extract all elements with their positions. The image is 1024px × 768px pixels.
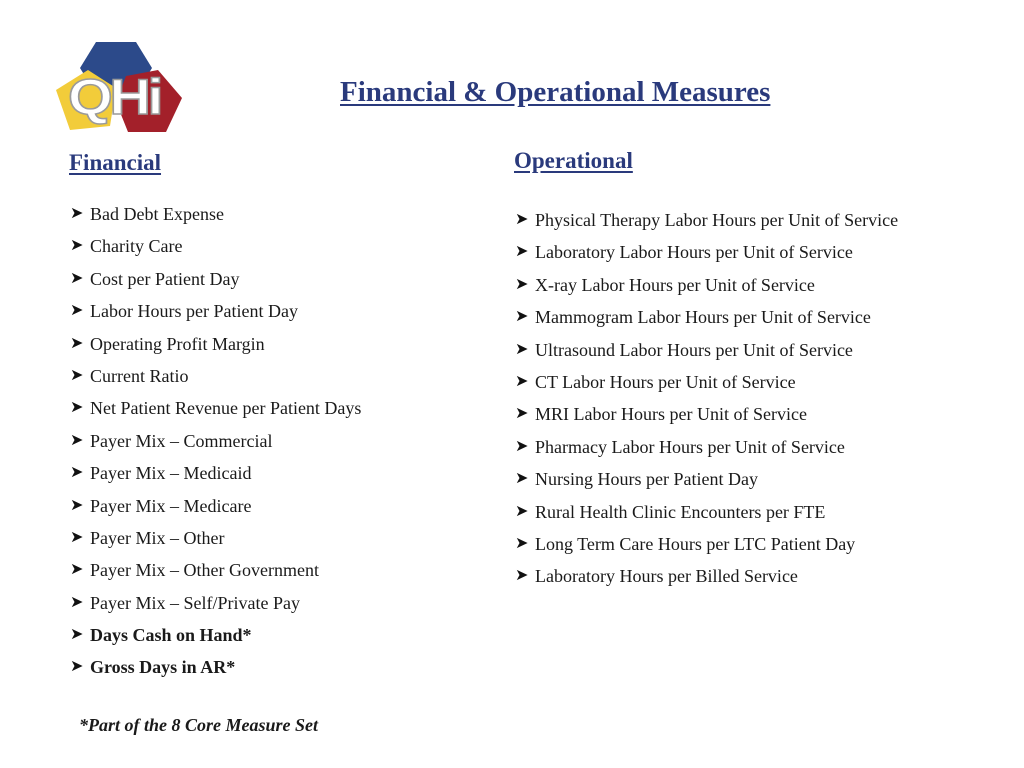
list-item-label: Laboratory Labor Hours per Unit of Service — [535, 242, 853, 263]
list-item — [515, 468, 898, 500]
list-item — [70, 365, 361, 397]
list-item-label: Net Patient Revenue per Patient Days — [90, 398, 362, 419]
arrowhead-bullet-icon: ➤ — [70, 431, 84, 449]
list-item-label: Payer Mix – Other Government — [90, 560, 319, 581]
list-item — [70, 495, 361, 527]
logo-text: QHi — [68, 69, 161, 125]
arrowhead-bullet-icon: ➤ — [515, 405, 529, 423]
list-item-label: Payer Mix – Other — [90, 527, 225, 548]
list-item-label: Long Term Care Hours per LTC Patient Day — [535, 533, 856, 554]
list-item-label: Current Ratio — [90, 365, 189, 386]
arrowhead-bullet-icon: ➤ — [515, 372, 529, 390]
list-item-core-measure — [70, 624, 361, 656]
list-item-label: Laboratory Hours per Billed Service — [535, 566, 798, 587]
arrowhead-bullet-icon: ➤ — [515, 470, 529, 488]
arrowhead-bullet-icon: ➤ — [70, 302, 84, 320]
arrowhead-bullet-icon: ➤ — [70, 626, 84, 644]
qhi-logo — [54, 40, 186, 136]
arrowhead-bullet-icon: ➤ — [70, 399, 84, 417]
operational-heading: Operational — [514, 148, 633, 173]
list-item — [515, 209, 898, 241]
list-item-label: CT Labor Hours per Unit of Service — [535, 371, 796, 392]
list-item — [70, 397, 361, 429]
list-item — [70, 268, 361, 300]
page-title: Financial & Operational Measures — [340, 76, 771, 108]
list-item — [515, 306, 898, 338]
operational-measures-list — [515, 209, 898, 598]
list-item — [515, 501, 898, 533]
arrowhead-bullet-icon: ➤ — [70, 658, 84, 676]
list-item-label: Payer Mix – Medicare — [90, 495, 252, 516]
list-item-label: Payer Mix – Medicaid — [90, 463, 252, 484]
list-item — [515, 274, 898, 306]
list-item — [515, 241, 898, 273]
arrowhead-bullet-icon: ➤ — [70, 496, 84, 514]
arrowhead-bullet-icon: ➤ — [515, 211, 529, 228]
arrowhead-bullet-icon: ➤ — [515, 567, 529, 585]
arrowhead-bullet-icon: ➤ — [515, 437, 529, 455]
arrowhead-bullet-icon: ➤ — [70, 561, 84, 579]
arrowhead-bullet-icon: ➤ — [70, 205, 84, 222]
arrowhead-bullet-icon: ➤ — [70, 593, 84, 611]
list-item — [515, 565, 898, 597]
list-item-label: Rural Health Clinic Encounters per FTE — [535, 501, 826, 522]
core-measure-footnote: *Part of the 8 Core Measure Set — [79, 715, 319, 735]
list-item-label: Gross Days in AR* — [90, 657, 236, 678]
list-item-label: Ultrasound Labor Hours per Unit of Service — [535, 339, 853, 360]
arrowhead-bullet-icon: ➤ — [515, 502, 529, 520]
list-item — [70, 203, 361, 235]
list-item — [515, 339, 898, 371]
arrowhead-bullet-icon: ➤ — [70, 528, 84, 546]
list-item-label: Payer Mix – Self/Private Pay — [90, 592, 300, 613]
list-item-label: Operating Profit Margin — [90, 333, 265, 354]
list-item-label: Nursing Hours per Patient Day — [535, 469, 758, 490]
list-item-label: Physical Therapy Labor Hours per Unit of Service — [535, 210, 899, 230]
arrowhead-bullet-icon: ➤ — [515, 308, 529, 326]
list-item — [70, 333, 361, 365]
list-item — [515, 436, 898, 468]
list-item-label: Payer Mix – Commercial — [90, 430, 273, 451]
arrowhead-bullet-icon: ➤ — [70, 334, 84, 352]
list-item-label: Cost per Patient Day — [90, 268, 240, 289]
qhi-logo-graphic — [54, 40, 186, 136]
list-item-label: Charity Care — [90, 236, 183, 257]
list-item-core-measure — [70, 656, 361, 688]
arrowhead-bullet-icon: ➤ — [515, 243, 529, 261]
arrowhead-bullet-icon: ➤ — [515, 275, 529, 293]
list-item — [70, 430, 361, 462]
list-item — [70, 592, 361, 624]
arrowhead-bullet-icon: ➤ — [70, 269, 84, 287]
list-item — [70, 235, 361, 267]
list-item-label: Labor Hours per Patient Day — [90, 301, 298, 322]
arrowhead-bullet-icon: ➤ — [70, 464, 84, 482]
list-item-label: X-ray Labor Hours per Unit of Service — [535, 274, 815, 295]
list-item-label: MRI Labor Hours per Unit of Service — [535, 404, 807, 425]
arrowhead-bullet-icon: ➤ — [515, 534, 529, 552]
list-item-label: Mammogram Labor Hours per Unit of Service — [535, 307, 871, 328]
financial-measures-list — [70, 203, 361, 689]
list-item — [70, 300, 361, 332]
arrowhead-bullet-icon: ➤ — [515, 340, 529, 358]
list-item — [70, 462, 361, 494]
list-item-label: Days Cash on Hand* — [90, 625, 252, 646]
list-item-label: Bad Debt Expense — [90, 204, 224, 224]
list-item-label: Pharmacy Labor Hours per Unit of Service — [535, 436, 845, 457]
list-item — [515, 533, 898, 565]
list-item — [70, 559, 361, 591]
list-item — [515, 371, 898, 403]
financial-heading: Financial — [69, 150, 162, 175]
arrowhead-bullet-icon: ➤ — [70, 366, 84, 384]
list-item — [515, 403, 898, 435]
list-item — [70, 527, 361, 559]
arrowhead-bullet-icon: ➤ — [70, 237, 84, 255]
